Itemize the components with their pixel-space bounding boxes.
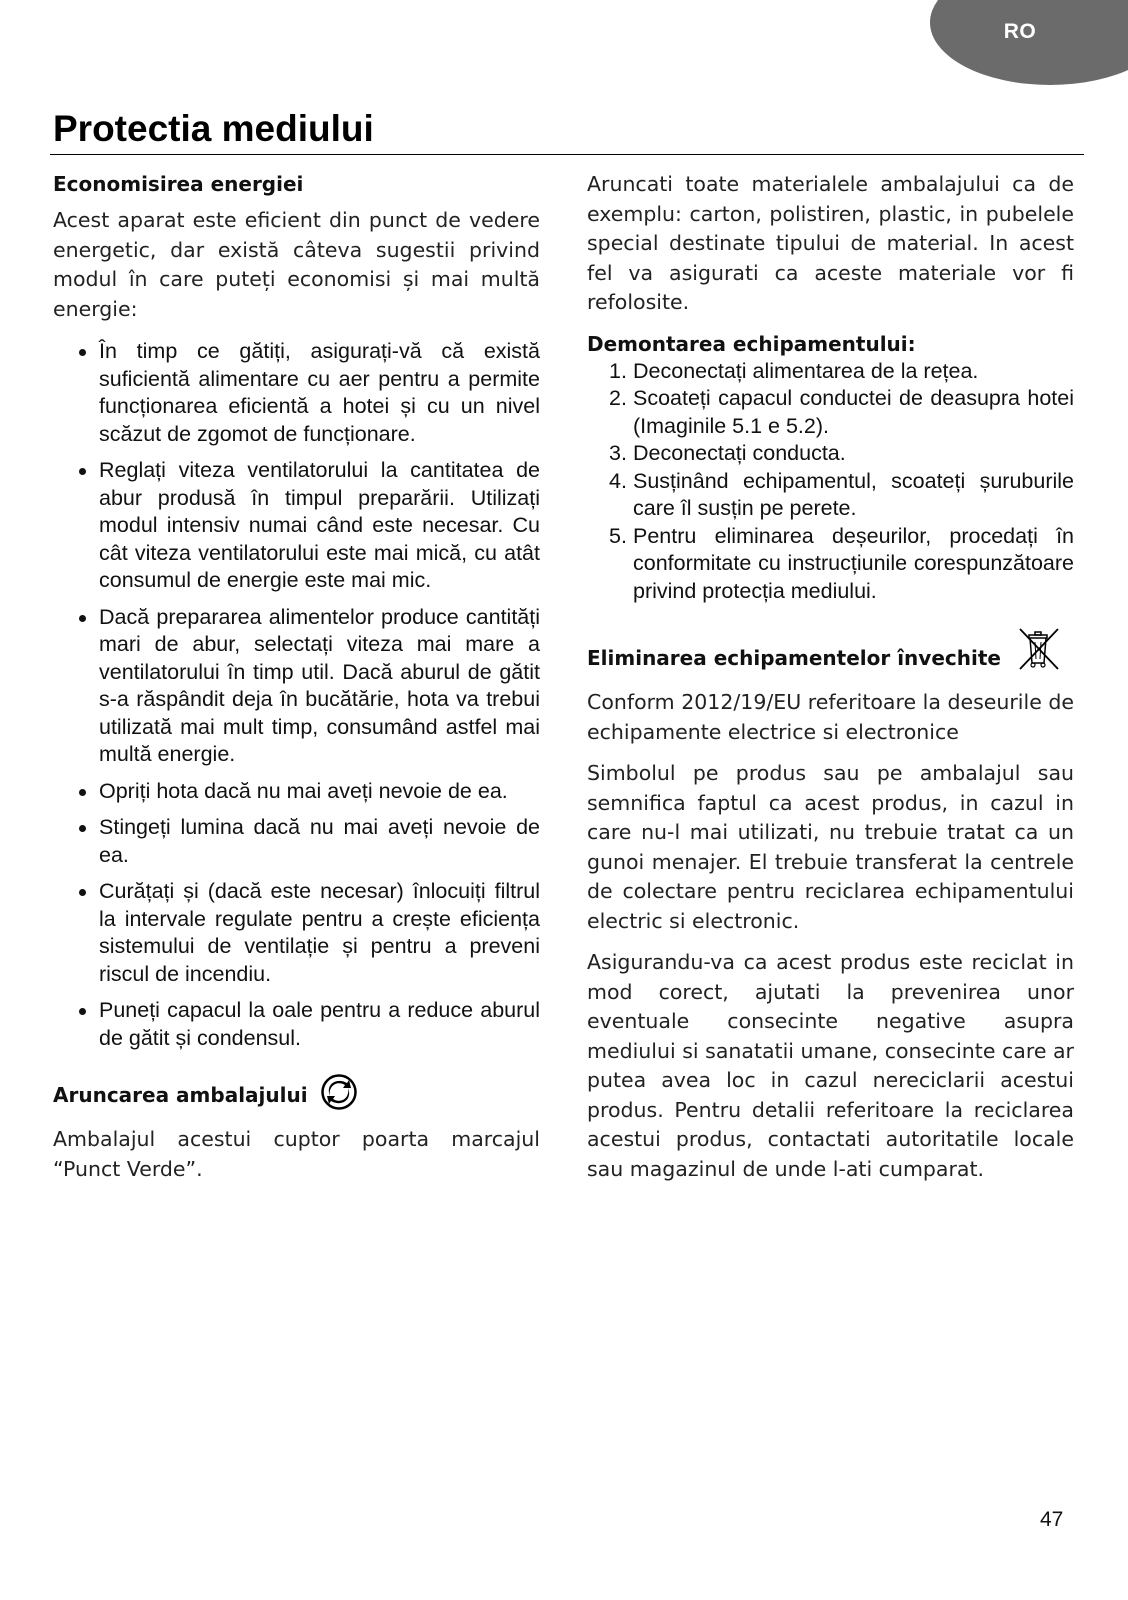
dismantle-steps <box>587 358 1074 606</box>
list-item <box>587 358 1074 386</box>
tip-text: Dacă prepararea alimentelor produce cantități mari de abur, selectați viteza mai mare a ventilatorului în timp util. Dacă aburul de gătit s-a răspândit deja în bucătărie, hota va trebui utilizată mai mult timp, consumând astfel mai multă energie. <box>99 604 540 766</box>
energy-intro: Acest aparat este eficient din punct de vedere energetic, dar există câteva sugestii privind modul în care puteți economisi și mai multă energie: <box>53 208 540 321</box>
step-number: 4. <box>609 468 627 493</box>
bullet-icon <box>79 1008 86 1015</box>
bullet-icon <box>79 349 86 356</box>
step-number: 2. <box>609 386 627 410</box>
page-number: 47 <box>1040 1508 1064 1531</box>
list-item <box>587 440 1074 468</box>
tip-text: Curățați și (dacă este necesar) înlocuiți filtrul la intervale regulate pentru a crește eficiența sistemului de ventilație și pentru a preveni riscul de incendiu. <box>99 879 540 986</box>
left-column <box>53 170 540 1196</box>
list-item <box>53 604 540 769</box>
step-number: 5. <box>609 523 627 548</box>
energy-heading: Economisirea energiei <box>53 172 304 196</box>
bullet-icon <box>79 468 86 475</box>
step-text: Deconectați alimentarea de la rețea. <box>633 358 979 383</box>
tip-text: În timp ce gătiți, asigurați-vă că există suficientă alimentare cu aer pentru a permite funcționarea eficientă a hotei și cu un nivel scăzut de zgomot de funcționare. <box>99 339 540 446</box>
step-text: Pentru eliminarea deșeurilor, procedați în conformitate cu instrucțiunile corespunzătoare privind protecția mediului. <box>633 523 1074 603</box>
bullet-icon <box>79 825 86 832</box>
list-item <box>587 385 1074 440</box>
language-label: RO <box>1003 20 1037 43</box>
crossed-bin-icon <box>1014 625 1062 680</box>
bullet-icon <box>79 615 86 622</box>
packaging-continued: Aruncati toate materialele ambalajului ca de exemplu: carton, polistiren, plastic, in pubelele special destinate tipului de material. In acest fel va asigurati ca aceste materiale vor fi refolosite. <box>587 172 1074 314</box>
step-text: Deconectați conducta. <box>633 441 846 465</box>
tip-text: Stingeți lumina dacă nu mai aveți nevoie de ea. <box>99 815 540 867</box>
step-text: Susținând echipamentul, scoateți șuruburile care îl susțin pe perete. <box>633 468 1074 520</box>
list-item <box>53 878 540 988</box>
disposal-symbol-text: Simbolul pe produs sau pe ambalajul sau semnifica faptul ca acest produs, in cazul in care nu-l mai utilizati, nu trebuie tratat ca un gunoi menajer. El trebuie transferat la centrele de colectare pentru reciclarea echipamentului electric si electronic. <box>587 761 1074 933</box>
step-number: 1. <box>609 358 627 383</box>
disposal-heading <box>587 625 1074 680</box>
step-text: Scoateți capacul conductei de deasupra hotei (Imaginile 5.1 e 5.2). <box>633 386 1074 438</box>
list-item <box>53 778 540 806</box>
title-divider <box>50 154 1084 155</box>
packaging-heading <box>53 1074 540 1117</box>
tip-text: Puneți capacul la oale pentru a reduce aburul de gătit și condensul. <box>99 998 540 1050</box>
right-column <box>587 170 1074 1196</box>
green-dot-recycling-icon <box>321 1074 357 1117</box>
list-item <box>53 997 540 1052</box>
list-item <box>53 338 540 448</box>
step-number: 3. <box>609 441 627 465</box>
tip-text: Opriți hota dacă nu mai aveți nevoie de ea. <box>99 778 508 803</box>
energy-tips-list <box>53 338 540 1052</box>
packaging-text: Ambalajul acestui cuptor poarta marcajul “Punct Verde”. <box>53 1127 540 1181</box>
dismantle-heading: Demontarea echipamentului: <box>587 331 916 356</box>
list-item <box>53 814 540 869</box>
list-item <box>587 523 1074 606</box>
packaging-heading-text: Aruncarea ambalajului <box>53 1083 308 1107</box>
bullet-icon <box>79 789 86 796</box>
disposal-directive: Conform 2012/19/EU referitoare la deseurile de echipamente electrice si electronice <box>587 690 1074 744</box>
list-item <box>587 468 1074 523</box>
disposal-recycling-text: Asigurandu-va ca acest produs este reciclat in mod corect, ajutati la prevenirea unor eventuale consecinte negative asupra mediului si sanatatii umane, consecinte care ar putea avea loc in cazul nereciclarii acestui produs. Pentru detalii referitoare la reciclarea acestui produs, contactati autoritatile locale sau magazinul de unde l-ati cumparat. <box>587 950 1074 1181</box>
bullet-icon <box>79 889 86 896</box>
page-title: Protectia mediului <box>53 108 374 149</box>
tip-text: Reglați viteza ventilatorului la cantitatea de abur produsă în timpul preparării. Utilizați modul intensiv numai când este necesar. Cu cât viteza ventilatorului este mai mică, cu atât consumul de energie este mai mic. <box>99 458 540 592</box>
list-item <box>53 457 540 595</box>
disposal-heading-text: Eliminarea echipamentelor învechite <box>587 646 1001 670</box>
